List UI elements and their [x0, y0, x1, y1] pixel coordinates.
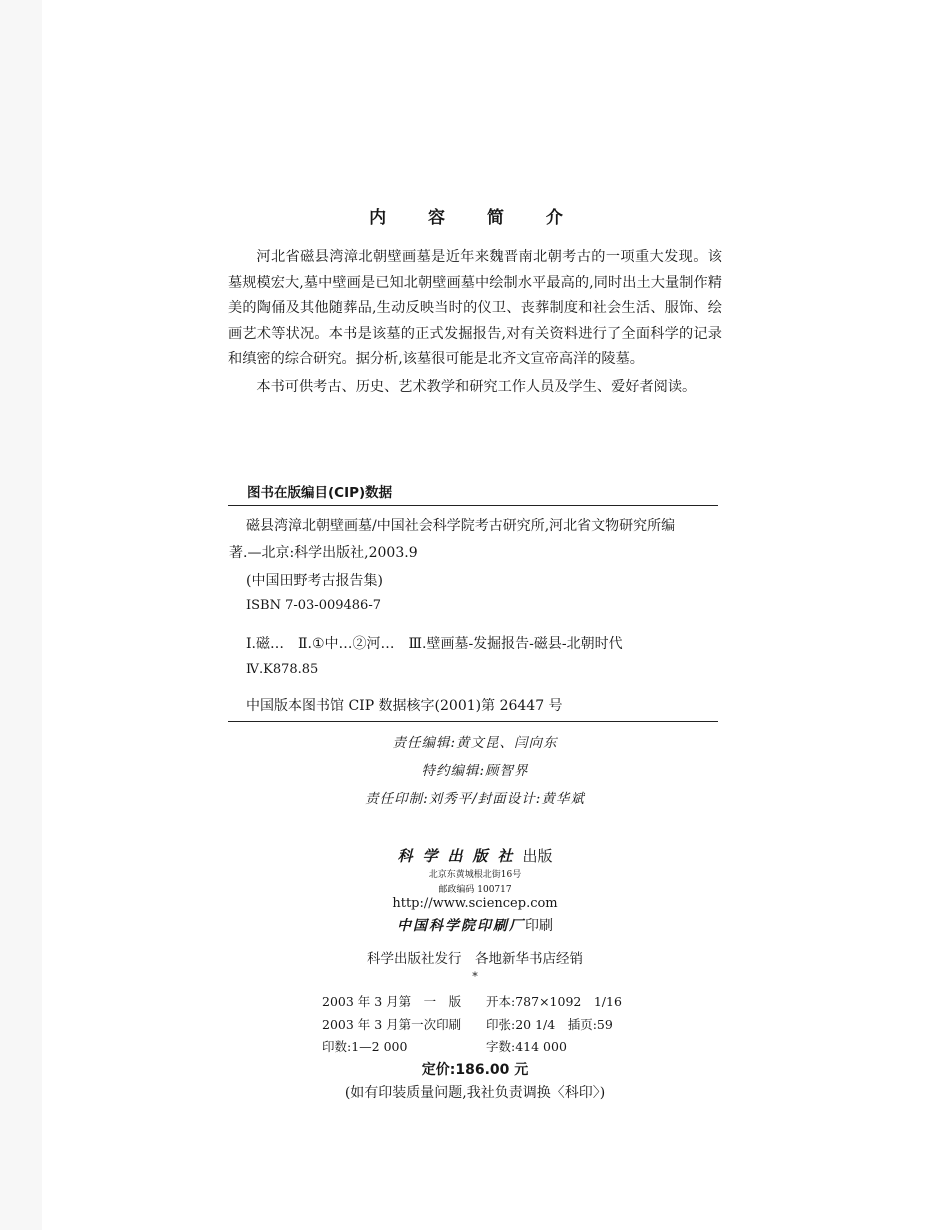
- publisher-action: 出版: [522, 847, 553, 865]
- publisher-url: http://www.sciencep.com: [392, 896, 558, 911]
- format-info: 开本:787×1092 1/16: [486, 994, 622, 1009]
- publisher-postcode: 邮政编码 100717: [438, 885, 512, 895]
- cip-subjects: Ⅰ.磁… Ⅱ.①中…②河… Ⅲ.壁画墓-发掘报告-磁县-北朝时代: [246, 636, 623, 652]
- cip-line: 磁县湾漳北朝壁画墓/中国社会科学院考古研究所,河北省文物研究所编: [246, 518, 676, 534]
- cip-isbn: ISBN 7-03-009486-7: [246, 598, 381, 613]
- cip-line: 著.—北京:科学出版社,2003.9: [229, 545, 418, 561]
- printer-action: 印刷: [525, 918, 553, 934]
- printing-info: 2003 年 3 月第一次印刷: [322, 1017, 462, 1032]
- word-count-info: 字数:414 000: [486, 1039, 567, 1054]
- copies-info: 印数:1—2 000: [322, 1039, 408, 1054]
- publisher-name: 科学出版社: [397, 847, 523, 865]
- publisher-line: [0, 845, 950, 866]
- special-editor-credit: 特约编辑:顾智界: [421, 763, 529, 779]
- section-title: 内 容 简 介: [369, 208, 581, 228]
- cip-series: (中国田野考古报告集): [246, 573, 383, 589]
- intro-paragraph: 本书可供考古、历史、艺术教学和研究工作人员及学生、爱好者阅读。: [256, 378, 697, 395]
- quality-note: (如有印装质量问题,我社负责调换〈科印〉): [344, 1085, 606, 1101]
- printer-name: 中国科学院印刷厂: [397, 918, 525, 934]
- publisher-address: 北京东黄城根北街16号: [428, 870, 522, 880]
- divider: [228, 505, 718, 506]
- sheets-info: 印张:20 1/4 插页:59: [486, 1017, 613, 1032]
- production-credit: 责任印制:刘秀平/封面设计:黄华斌: [365, 791, 585, 807]
- distribution-line: 科学出版社发行 各地新华书店经销: [367, 951, 583, 967]
- printer-line: [0, 915, 950, 935]
- edition-info: 2003 年 3 月第 一 版: [322, 994, 462, 1009]
- intro-paragraph: 河北省磁县湾漳北朝壁画墓是近年来魏晋南北朝考古的一项重大发现。该墓规模宏大,墓中壁画是已知北朝壁画墓中绘制水平最高的,同时出土大量制作精美的陶俑及其他随葬品,生动反映当时的仪卫、丧葬制度和社会生活、服饰、绘画艺术等状况。本书是该墓的正式发掘报告,对有关资料进行了全面科学的记录和缜密的综合研究。据分析,该墓很可能是北齐文宣帝高洋的陵墓。: [228, 249, 722, 368]
- cip-classification: Ⅳ.K878.85: [246, 662, 319, 677]
- price: 定价:186.00 元: [421, 1062, 529, 1078]
- cip-heading: 图书在版编目(CIP)数据: [247, 485, 393, 501]
- divider: [228, 721, 718, 722]
- editor-credit: 责任编辑:黄文昆、闫向东: [392, 735, 558, 751]
- separator-mark: *: [472, 970, 478, 983]
- cip-record: 中国版本图书馆 CIP 数据核字(2001)第 26447 号: [246, 698, 563, 714]
- intro-text: [228, 245, 722, 401]
